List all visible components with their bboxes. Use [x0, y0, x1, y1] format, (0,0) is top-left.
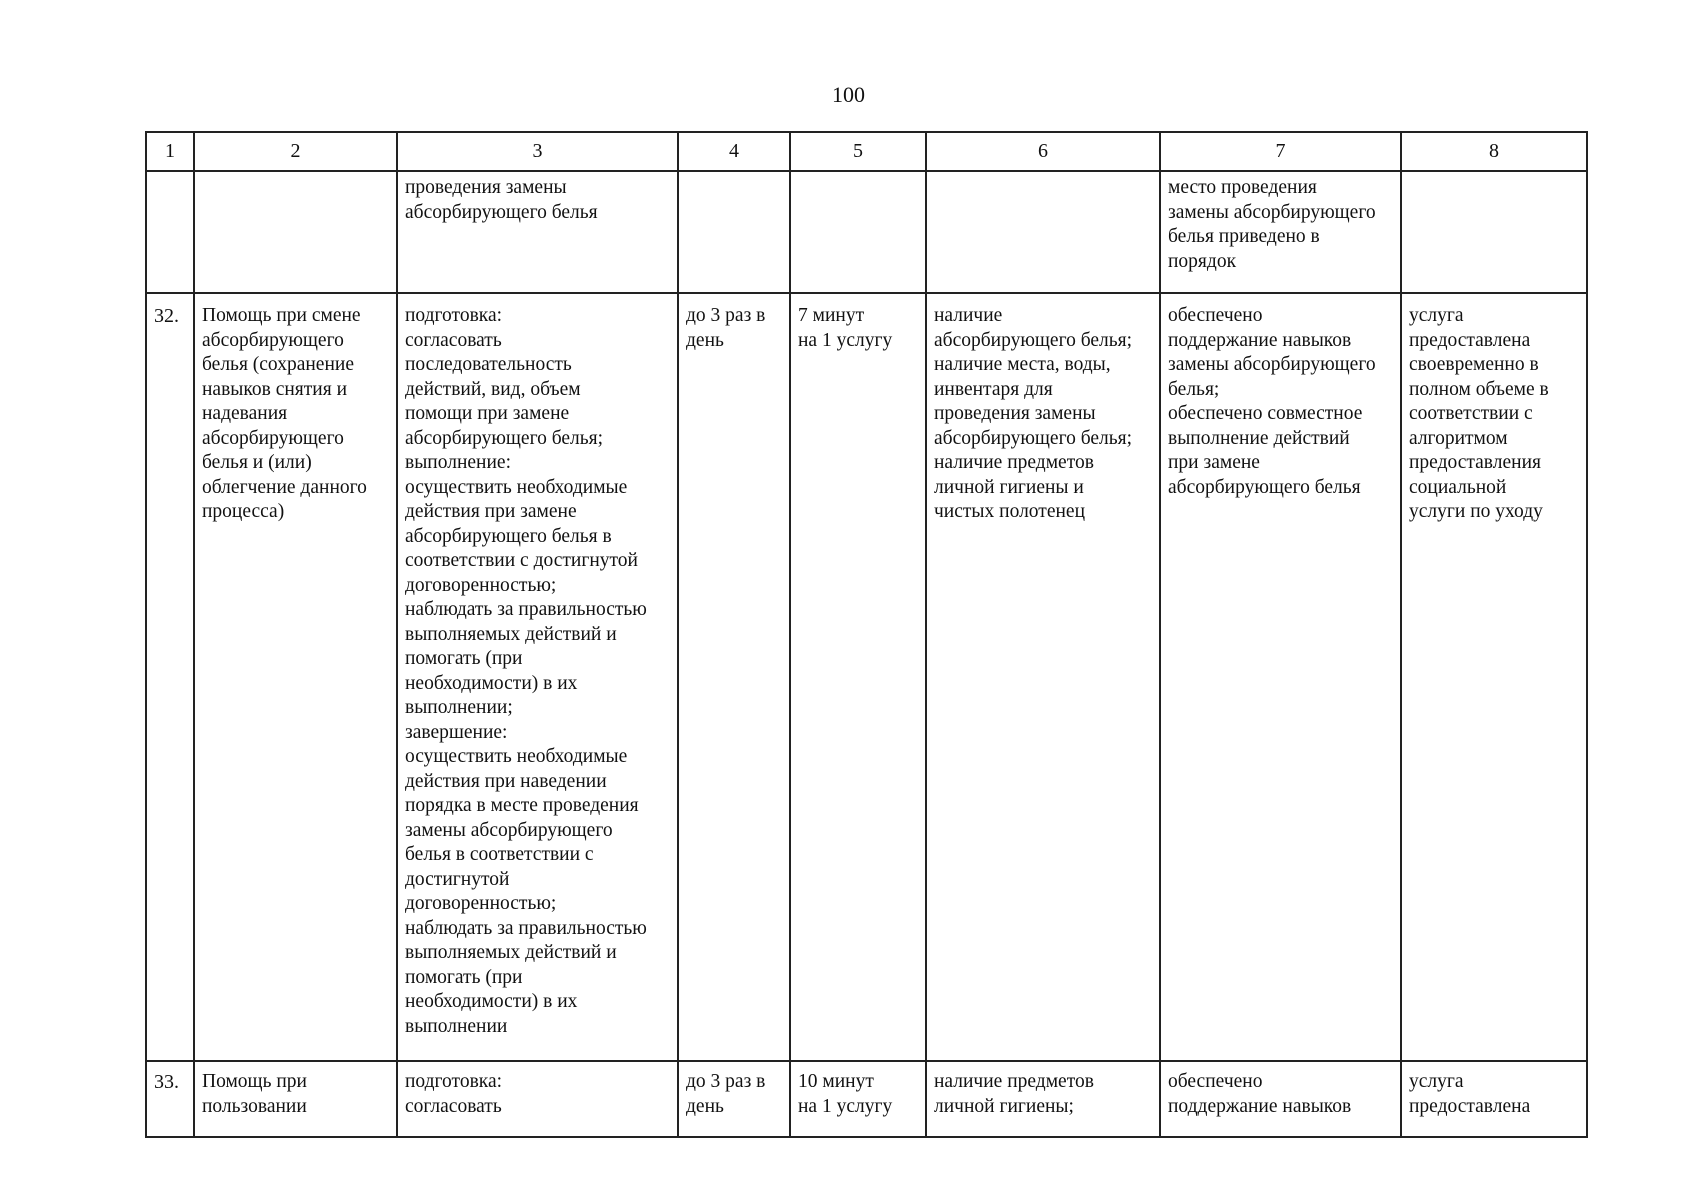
column-header: 3 [397, 132, 678, 171]
frequency-cell: до 3 раз в день [678, 1061, 790, 1137]
row-number-cell [146, 171, 194, 293]
conditions-cell: наличие абсорбирующего белья; наличие места, воды, инвентаря для проведения замены абсорбирующего белья; наличие предметов личной гигиены и чистых полотенец [926, 293, 1160, 1061]
page-number: 100 [832, 82, 865, 107]
service-name-cell [194, 171, 397, 293]
service-actions-cell: подготовка: согласовать [397, 1061, 678, 1137]
conditions-cell: наличие предметов личной гигиены; [926, 1061, 1160, 1137]
duration-cell: 7 минут на 1 услугу [790, 293, 926, 1061]
service-name-cell: Помощь при пользовании [194, 1061, 397, 1137]
table-row [146, 293, 1587, 1061]
quality-cell: услуга предоставлена [1401, 1061, 1587, 1137]
duration-cell [790, 171, 926, 293]
quality-cell: услуга предоставлена своевременно в полном объеме в соответствии с алгоритмом предоставления социальной услуги по уходу [1401, 293, 1587, 1061]
table-header-row [146, 132, 1587, 171]
column-header: 5 [790, 132, 926, 171]
table-row [146, 171, 1587, 293]
duration-cell: 10 минут на 1 услугу [790, 1061, 926, 1137]
column-header: 7 [1160, 132, 1401, 171]
service-name-cell: Помощь при смене абсорбирующего белья (сохранение навыков снятия и надевания абсорбирующего белья и (или) облегчение данного процесса) [194, 293, 397, 1061]
column-header: 2 [194, 132, 397, 171]
quality-cell [1401, 171, 1587, 293]
frequency-cell [678, 171, 790, 293]
row-number-cell: 32. [146, 293, 194, 1061]
table-row [146, 1061, 1587, 1137]
conditions-cell [926, 171, 1160, 293]
column-header: 4 [678, 132, 790, 171]
column-header: 6 [926, 132, 1160, 171]
service-actions-cell: подготовка: согласовать последовательность действий, вид, объем помощи при замене абсорбирующего белья; выполнение: осуществить необходимые действия при замене абсорбирующего белья в соответствии с достигнутой договоренностью; наблюдать за правильностью выполняемых действий и помогать (при необходимости) в их выполнении; завершение: осуществить необходимые действия при наведении порядка в месте проведения замены абсорбирующего белья в соответствии с достигнутой договоренностью; наблюдать за правильностью выполняемых действий и помогать (при необходимости) в их выполнении [397, 293, 678, 1061]
column-header: 1 [146, 132, 194, 171]
frequency-cell: до 3 раз в день [678, 293, 790, 1061]
result-cell: обеспечено поддержание навыков замены абсорбирующего белья; обеспечено совместное выполнение действий при замене абсорбирующего белья [1160, 293, 1401, 1061]
result-cell: место проведения замены абсорбирующего белья приведено в порядок [1160, 171, 1401, 293]
column-header: 8 [1401, 132, 1587, 171]
services-table [145, 131, 1588, 1138]
service-actions-cell: проведения замены абсорбирующего белья [397, 171, 678, 293]
result-cell: обеспечено поддержание навыков [1160, 1061, 1401, 1137]
row-number-cell: 33. [146, 1061, 194, 1137]
